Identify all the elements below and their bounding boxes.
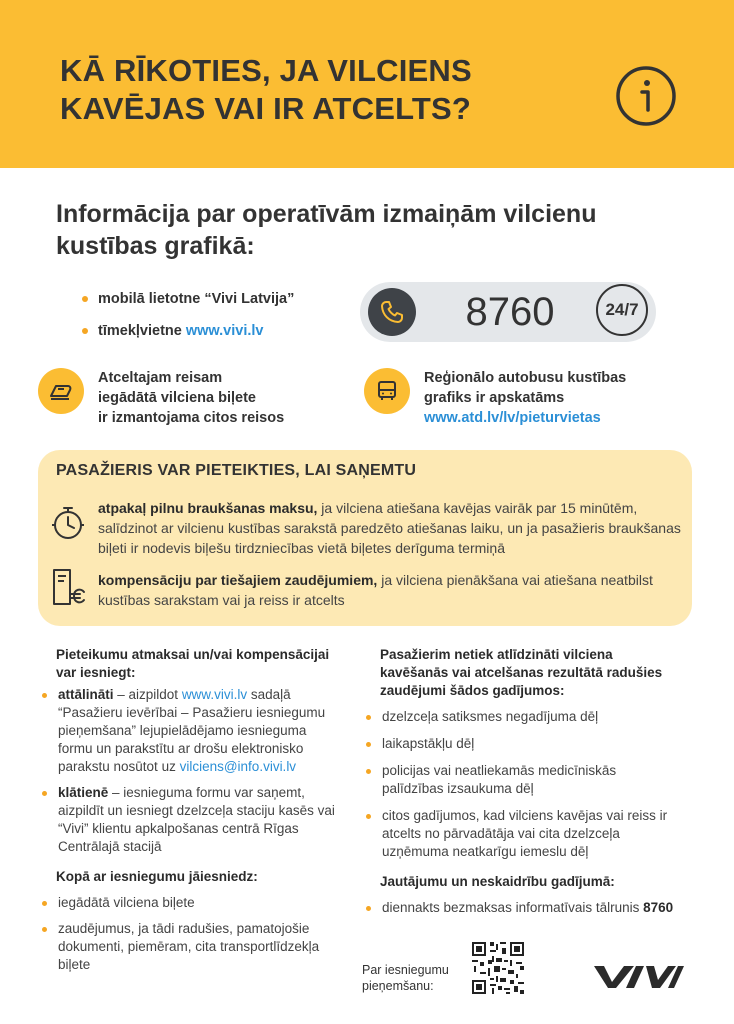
right-column (364, 646, 674, 917)
qr-code-icon[interactable] (470, 940, 526, 996)
atd-bus-stops-link[interactable]: www.atd.lv/lv/pieturvietas (424, 410, 601, 426)
availability-badge: 24/7 (596, 284, 648, 336)
exclusion-item: citos gadījumos, kad vilciens kavējas vai reiss ir atcelts no pārvadātāja vai cita dzelzceļa uzņēmuma neatkarīgu iemeslu dēļ (364, 807, 674, 861)
phone-icon (368, 288, 416, 336)
header-banner (0, 0, 734, 168)
info-icon (614, 64, 678, 128)
submit-remote: attālināti – aizpildot www.vivi.lv sadaļā “Pasažieru ievērībai – Pasažieru iesniegumu pieņemšana” lejupielādējamo iesnieguma formu un parakstītu ar drošu elektronisko parakstu nosūtot uz vilciens@info.vivi.lv (40, 686, 340, 776)
attachment-item: iegādātā vilciena biļete (40, 894, 340, 912)
qr-label: Par iesniegumu pieņemšanu: (362, 963, 449, 993)
train-ticket-icon (38, 368, 84, 414)
phone-number: 8760 (465, 290, 555, 334)
stopwatch-icon (48, 502, 88, 542)
phone-hotline-pill[interactable] (360, 282, 656, 342)
left-column (40, 646, 340, 974)
questions-heading: Jautājumu un neskaidrību gadījumā: (380, 874, 615, 889)
ticket-euro-icon (48, 566, 88, 610)
channel-app: mobilā lietotne “Vivi Latvija” (78, 290, 294, 322)
vivi-link[interactable]: www.vivi.lv (181, 687, 248, 702)
claim-compensation: kompensāciju par tiešajiem zaudējumiem, ja vilciena pienākšana vai atiešana neatbilst kustības sarakstam vai ja reiss ir atcelts (98, 572, 653, 608)
hotline-list (364, 899, 674, 917)
exclusion-item: policijas vai neatliekamās medicīniskās palīdzības izsaukuma dēļ (364, 762, 674, 798)
attachment-item: zaudējumus, ja tādi radušies, pamatojošie dokumenti, piemēram, cita transportlīdzekļa biļete (40, 920, 340, 974)
exclusions-list (364, 708, 674, 861)
exclusions-heading: Pasažierim netiek atlīdzināti vilciena kavēšanās vai atcelšanas rezultātā radušies zaudējumi šādos gadījumos: (380, 647, 663, 698)
page-title (60, 52, 472, 128)
attachments-list (40, 894, 340, 974)
vivi-website-link[interactable]: www.vivi.lv (185, 323, 264, 339)
attachments-heading: Kopā ar iesniegumu jāiesniedz: (56, 869, 258, 884)
exclusion-item: laikapstākļu dēļ (364, 735, 674, 753)
title-line-1: KĀ RĪKOTIES, JA VILCIENS (60, 53, 472, 88)
email-link[interactable]: vilciens@info.vivi.lv (179, 759, 297, 774)
submit-methods-list (40, 686, 340, 856)
claim-title: PASAŽIERIS VAR PIETEIKTIES, LAI SAŅEMTU (56, 462, 417, 479)
submit-heading: Pieteikumu atmaksai un/vai kompensācijai var iesniegt: (56, 647, 330, 680)
hotline-item: diennakts bezmaksas informatīvais tālrunis 8760 (364, 899, 674, 917)
feature-bus-schedule-text: Reģionālo autobusu kustības grafiks ir apskatāms www.atd.lv/lv/pieturvietas (424, 370, 627, 426)
title-line-2: KAVĒJAS VAI IR ATCELTS? (60, 91, 472, 126)
exclusion-item: dzelzceļa satiksmes negadījuma dēļ (364, 708, 674, 726)
channel-web: tīmekļvietne www.vivi.lv (78, 322, 294, 354)
feature-cancelled-ticket-text: Atceltajam reisam iegādātā vilciena biļete ir izmantojama citos reisos (98, 370, 285, 426)
submit-in-person: klātienē – iesnieguma formu var saņemt, aizpildīt un iesniegt dzelzceļa staciju kasēs vai “Vivi” klientu apkalpošanas centrā Rīgas Centrālajā stacijā (40, 784, 340, 856)
bus-icon (364, 368, 410, 414)
claim-box (38, 450, 692, 626)
claim-full-refund: atpakaļ pilnu braukšanas maksu, ja vilciena atiešana kavējas vairāk par 15 minūtēm, salīdzinot ar vilcienu kustības sarakstā paredzēto atiešanas laiku, un ja pasažieris braukšanas biļeti ir nodevis biļešu tirdzniecības vietā biļetes derīguma termiņā (98, 500, 681, 556)
info-channels-list (78, 290, 294, 354)
vivi-logo (590, 960, 686, 992)
section-subtitle: Informācija par operatīvām izmaiņām vilcienu kustības grafikā: (56, 200, 597, 260)
